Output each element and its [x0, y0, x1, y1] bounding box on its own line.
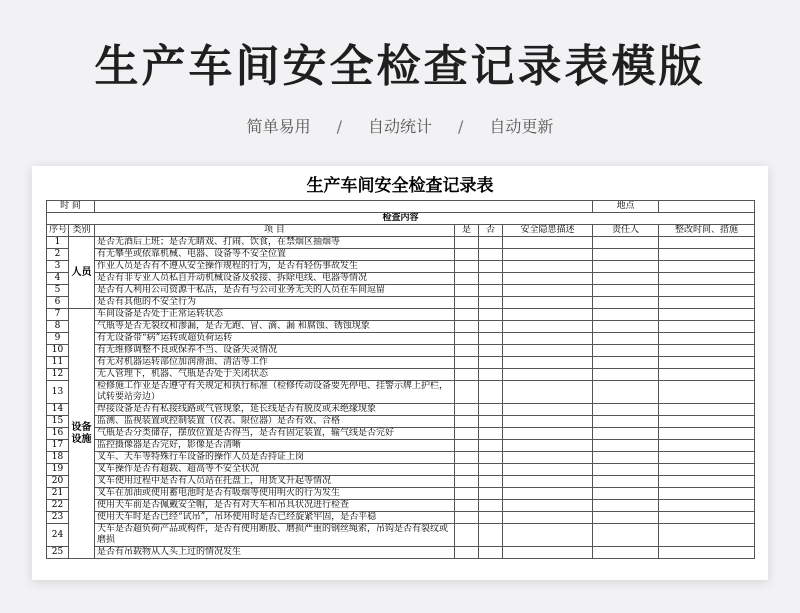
row-number: 3 [47, 261, 69, 273]
hazard-cell[interactable] [503, 428, 593, 440]
hazard-cell[interactable] [503, 261, 593, 273]
row-item-text: 是否无酒后上班；是否无睛戏、打闹、饮食，在禁烟区抽烟等 [95, 237, 455, 249]
yes-cell[interactable] [455, 476, 479, 488]
rectify-cell[interactable] [659, 512, 755, 524]
yes-cell[interactable] [455, 381, 479, 404]
owner-cell[interactable] [593, 381, 659, 404]
hazard-cell[interactable] [503, 404, 593, 416]
rectify-cell[interactable] [659, 416, 755, 428]
rectify-cell[interactable] [659, 237, 755, 249]
place-value-cell[interactable] [659, 201, 755, 213]
row-number: 6 [47, 297, 69, 309]
row-item-text: 是否有其他的不安全行为 [95, 297, 455, 309]
yes-cell[interactable] [455, 428, 479, 440]
rectify-cell[interactable] [659, 440, 755, 452]
yes-cell[interactable] [455, 512, 479, 524]
table-row [47, 369, 755, 381]
hazard-cell[interactable] [503, 416, 593, 428]
yes-cell[interactable] [455, 452, 479, 464]
table-row [47, 249, 755, 261]
no-cell[interactable] [479, 488, 503, 500]
no-cell[interactable] [479, 369, 503, 381]
row-item-text: 气瓶是否分类储存，摆放位置是否得当，是否有固定装置，输气线是否完好 [95, 428, 455, 440]
no-cell[interactable] [479, 500, 503, 512]
place-label: 地点 [593, 201, 659, 213]
section-label: 检查内容 [47, 213, 755, 225]
table-row [47, 381, 755, 404]
no-cell[interactable] [479, 452, 503, 464]
hazard-cell[interactable] [503, 321, 593, 333]
owner-cell[interactable] [593, 524, 659, 547]
header-no: 否 [479, 225, 503, 237]
hazard-cell[interactable] [503, 452, 593, 464]
tag-easy: 简单易用 [246, 117, 311, 136]
rectify-cell[interactable] [659, 345, 755, 357]
table-row [47, 333, 755, 345]
row-item-text: 无人管理下，机器、气瓶是否处于关闭状态 [95, 369, 455, 381]
row-number: 19 [47, 464, 69, 476]
no-cell[interactable] [479, 285, 503, 297]
no-cell[interactable] [479, 512, 503, 524]
no-cell[interactable] [479, 416, 503, 428]
rectify-cell[interactable] [659, 488, 755, 500]
hazard-cell[interactable] [503, 500, 593, 512]
row-item-text: 监控摄像器是否完好，影像是否清晰 [95, 440, 455, 452]
row-item-text: 作业人员是否有不遵从安全操作规程的行为，是否有轻伤事故发生 [95, 261, 455, 273]
no-cell[interactable] [479, 464, 503, 476]
table-row [47, 512, 755, 524]
yes-cell[interactable] [455, 488, 479, 500]
yes-cell[interactable] [455, 321, 479, 333]
banner-tagline [0, 114, 800, 137]
banner-title: 生产车间安全检查记录表模版 [94, 41, 706, 92]
section-row [47, 213, 755, 225]
table-row [47, 261, 755, 273]
rectify-cell[interactable] [659, 428, 755, 440]
rectify-cell[interactable] [659, 452, 755, 464]
rectify-cell[interactable] [659, 285, 755, 297]
row-item-text: 有无攀坐或依靠机械、电器、设备等不安全位置 [95, 249, 455, 261]
inspection-table [46, 200, 755, 559]
owner-cell[interactable] [593, 512, 659, 524]
row-item-text: 有无设备带“病”运转或超负荷运转 [95, 333, 455, 345]
header-category: 类别 [69, 225, 95, 237]
table-row [47, 309, 755, 321]
row-number: 23 [47, 512, 69, 524]
hazard-cell[interactable] [503, 524, 593, 547]
yes-cell[interactable] [455, 237, 479, 249]
table-row [47, 440, 755, 452]
category-personnel: 人员 [69, 237, 95, 309]
hazard-cell[interactable] [503, 237, 593, 249]
yes-cell[interactable] [455, 273, 479, 285]
no-cell[interactable] [479, 333, 503, 345]
table-row [47, 524, 755, 547]
row-number: 24 [47, 524, 69, 547]
hazard-cell[interactable] [503, 369, 593, 381]
header-row [47, 225, 755, 237]
category-equipment: 设备设施 [69, 309, 95, 559]
tag-separator: / [458, 117, 464, 136]
no-cell[interactable] [479, 261, 503, 273]
time-label: 时 间 [47, 201, 95, 213]
row-item-text: 是否有非专业人员私自开动机械设备及驳接、拆除电线、电器等情况 [95, 273, 455, 285]
row-number: 22 [47, 500, 69, 512]
no-cell[interactable] [479, 273, 503, 285]
row-number: 9 [47, 333, 69, 345]
rectify-cell[interactable] [659, 524, 755, 547]
yes-cell[interactable] [455, 333, 479, 345]
hazard-cell[interactable] [503, 273, 593, 285]
yes-cell[interactable] [455, 345, 479, 357]
hazard-cell[interactable] [503, 488, 593, 500]
row-number: 18 [47, 452, 69, 464]
owner-cell[interactable] [593, 285, 659, 297]
hazard-cell[interactable] [503, 440, 593, 452]
owner-cell[interactable] [593, 261, 659, 273]
yes-cell[interactable] [455, 297, 479, 309]
hazard-cell[interactable] [503, 381, 593, 404]
tag-separator: / [336, 117, 342, 136]
rectify-cell[interactable] [659, 381, 755, 404]
table-row [47, 357, 755, 369]
row-number: 21 [47, 488, 69, 500]
hazard-cell[interactable] [503, 547, 593, 559]
yes-cell[interactable] [455, 440, 479, 452]
row-number: 25 [47, 547, 69, 559]
table-row [47, 452, 755, 464]
hazard-cell[interactable] [503, 309, 593, 321]
row-number: 14 [47, 404, 69, 416]
rectify-cell[interactable] [659, 404, 755, 416]
row-item-text: 叉车在加油或使用蓄电池时是否有吸烟等使用明火的行为发生 [95, 488, 455, 500]
owner-cell[interactable] [593, 309, 659, 321]
tag-auto-stat: 自动统计 [367, 117, 432, 136]
table-row [47, 345, 755, 357]
table-row [47, 476, 755, 488]
rectify-cell[interactable] [659, 357, 755, 369]
yes-cell[interactable] [455, 249, 479, 261]
row-number: 2 [47, 249, 69, 261]
row-item-text: 车间设备是否处于正常运转状态 [95, 309, 455, 321]
rectify-cell[interactable] [659, 464, 755, 476]
row-number: 1 [47, 237, 69, 249]
yes-cell[interactable] [455, 547, 479, 559]
rectify-cell[interactable] [659, 333, 755, 345]
owner-cell[interactable] [593, 321, 659, 333]
table-row [47, 321, 755, 333]
owner-cell[interactable] [593, 488, 659, 500]
rectify-cell[interactable] [659, 476, 755, 488]
no-cell[interactable] [479, 476, 503, 488]
row-item-text: 使用天车前是否佩戴安全帽，是否有对天车和吊具状况进行检查 [95, 500, 455, 512]
table-row [47, 297, 755, 309]
table-row [47, 285, 755, 297]
no-cell[interactable] [479, 321, 503, 333]
owner-cell[interactable] [593, 333, 659, 345]
row-number: 8 [47, 321, 69, 333]
no-cell[interactable] [479, 547, 503, 559]
row-item-text: 使用天车时是否已经“试吊”，吊环使用时是否已经旋紧牢固，是否平稳 [95, 512, 455, 524]
table-row [47, 428, 755, 440]
no-cell[interactable] [479, 357, 503, 369]
tag-auto-update: 自动更新 [489, 117, 554, 136]
row-item-text: 监测、监视装置或控制装置（仪表、限位器）是否有效、合格 [95, 416, 455, 428]
table-row [47, 273, 755, 285]
row-number: 17 [47, 440, 69, 452]
table-row [47, 416, 755, 428]
rectify-cell[interactable] [659, 500, 755, 512]
hazard-cell[interactable] [503, 357, 593, 369]
yes-cell[interactable] [455, 500, 479, 512]
rectify-cell[interactable] [659, 261, 755, 273]
owner-cell[interactable] [593, 345, 659, 357]
owner-cell[interactable] [593, 404, 659, 416]
owner-cell[interactable] [593, 452, 659, 464]
row-number: 16 [47, 428, 69, 440]
rectify-cell[interactable] [659, 297, 755, 309]
header-seq: 序号 [47, 225, 69, 237]
no-cell[interactable] [479, 440, 503, 452]
hazard-cell[interactable] [503, 476, 593, 488]
row-item-text: 有无对机器运转部位加润滑油、清洁等工作 [95, 357, 455, 369]
owner-cell[interactable] [593, 464, 659, 476]
row-item-text: 叉车、天车等特殊行车设备的操作人员是否持证上岗 [95, 452, 455, 464]
rectify-cell[interactable] [659, 249, 755, 261]
owner-cell[interactable] [593, 547, 659, 559]
row-item-text: 有无维修调整不良或保养不当、设备失灵情况 [95, 345, 455, 357]
owner-cell[interactable] [593, 357, 659, 369]
hazard-cell[interactable] [503, 345, 593, 357]
no-cell[interactable] [479, 345, 503, 357]
no-cell[interactable] [479, 524, 503, 547]
yes-cell[interactable] [455, 369, 479, 381]
row-item-text: 检修施工作业是否遵守有关规定和执行标准（检修传动设备要先停电、挂警示牌上护栏，试转要站旁边） [95, 381, 455, 404]
owner-cell[interactable] [593, 416, 659, 428]
header-owner: 责任人 [593, 225, 659, 237]
hazard-cell[interactable] [503, 333, 593, 345]
row-item-text: 是否有吊载物从人头上过的情况发生 [95, 547, 455, 559]
table-row [47, 500, 755, 512]
row-number: 12 [47, 369, 69, 381]
row-item-text: 叉车使用过程中是否有人员站在托盘上，用货叉升起等情况 [95, 476, 455, 488]
row-number: 10 [47, 345, 69, 357]
yes-cell[interactable] [455, 464, 479, 476]
owner-cell[interactable] [593, 369, 659, 381]
yes-cell[interactable] [455, 404, 479, 416]
yes-cell[interactable] [455, 309, 479, 321]
row-item-text: 焊接设备是否有私接线路或气管现象，延长线是否有脱皮或未绝缘现象 [95, 404, 455, 416]
yes-cell[interactable] [455, 524, 479, 547]
yes-cell[interactable] [455, 357, 479, 369]
hazard-cell[interactable] [503, 249, 593, 261]
table-row [47, 464, 755, 476]
rectify-cell[interactable] [659, 547, 755, 559]
no-cell[interactable] [479, 381, 503, 404]
row-number: 7 [47, 309, 69, 321]
sheet-preview [32, 166, 768, 580]
header-hazard: 安全隐患描述 [503, 225, 593, 237]
no-cell[interactable] [479, 237, 503, 249]
hazard-cell[interactable] [503, 297, 593, 309]
owner-cell[interactable] [593, 500, 659, 512]
rectify-cell[interactable] [659, 369, 755, 381]
row-item-text: 气瓶等是否无裂纹和渗漏，是否无跑、冒、滴、漏 和腐蚀、锈蚀现象 [95, 321, 455, 333]
rectify-cell[interactable] [659, 273, 755, 285]
yes-cell[interactable] [455, 261, 479, 273]
owner-cell[interactable] [593, 237, 659, 249]
rectify-cell[interactable] [659, 309, 755, 321]
row-item-text: 天车是否超负荷产品或构件，是否有使用断股、磨损严重的钢丝绳索，吊钩是否有裂纹或磨损 [95, 524, 455, 547]
row-number: 13 [47, 381, 69, 404]
no-cell[interactable] [479, 297, 503, 309]
table-row [47, 488, 755, 500]
table-row [47, 404, 755, 416]
time-place-row [47, 201, 755, 213]
header-yes: 是 [455, 225, 479, 237]
sheet-title: 生产车间安全检查记录表 [306, 176, 494, 196]
yes-cell[interactable] [455, 416, 479, 428]
yes-cell[interactable] [455, 285, 479, 297]
hazard-cell[interactable] [503, 285, 593, 297]
row-number: 5 [47, 285, 69, 297]
no-cell[interactable] [479, 309, 503, 321]
row-item-text: 叉车操作是否有超载、超高等不安全状况 [95, 464, 455, 476]
rectify-cell[interactable] [659, 321, 755, 333]
owner-cell[interactable] [593, 273, 659, 285]
row-number: 15 [47, 416, 69, 428]
hazard-cell[interactable] [503, 464, 593, 476]
header-rectify: 整改时间、措施 [659, 225, 755, 237]
row-number: 4 [47, 273, 69, 285]
hazard-cell[interactable] [503, 512, 593, 524]
time-value-cell[interactable] [95, 201, 593, 213]
owner-cell[interactable] [593, 428, 659, 440]
owner-cell[interactable] [593, 297, 659, 309]
row-item-text: 是否有人利用公司资源干私活，是否有与公司业务无关的人员在车间逗留 [95, 285, 455, 297]
table-row [47, 237, 755, 249]
header-item: 项 目 [95, 225, 455, 237]
owner-cell[interactable] [593, 249, 659, 261]
no-cell[interactable] [479, 428, 503, 440]
row-number: 11 [47, 357, 69, 369]
owner-cell[interactable] [593, 440, 659, 452]
table-row [47, 547, 755, 559]
row-number: 20 [47, 476, 69, 488]
no-cell[interactable] [479, 249, 503, 261]
no-cell[interactable] [479, 404, 503, 416]
owner-cell[interactable] [593, 476, 659, 488]
